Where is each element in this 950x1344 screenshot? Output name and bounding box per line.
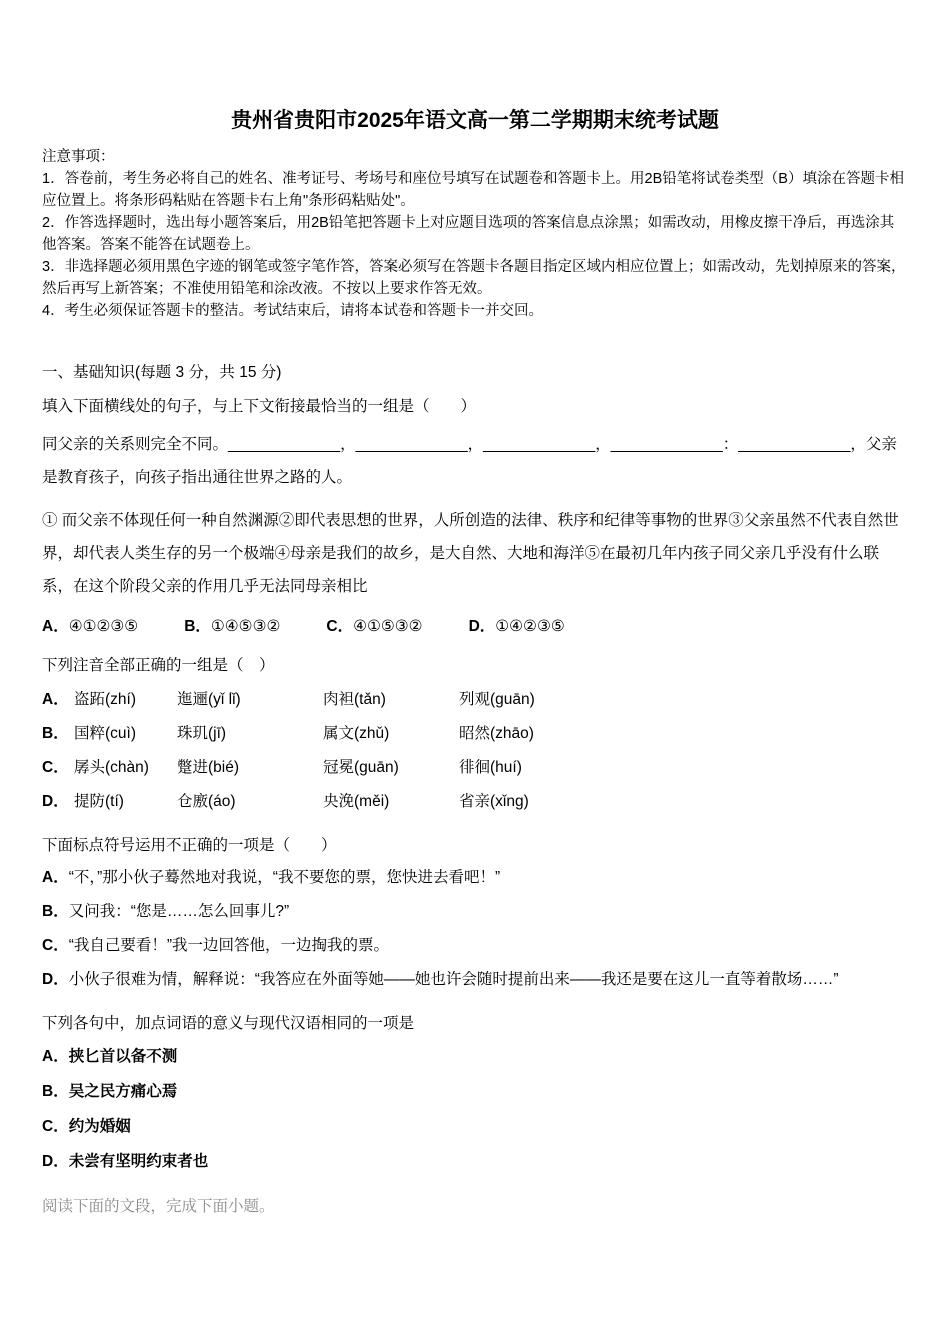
option-label: C． <box>326 618 354 635</box>
option-value: ①④⑤③② <box>210 618 281 635</box>
option-label: A． <box>42 691 69 708</box>
option-value: ④①⑤③② <box>353 618 423 635</box>
q4-option-d <box>42 1144 908 1179</box>
option-text: 挟匕首以备不测 <box>68 1048 178 1065</box>
option-text: “不，”那小伙子蓦然地对我说，“我不要您的票，您快进去看吧！” <box>68 869 501 886</box>
pinyin-word: 属文(zhǔ) <box>323 725 390 742</box>
q3-option-c <box>42 929 908 963</box>
q3-option-b <box>42 895 908 929</box>
notice-item-4: 4．考生必须保证答题卡的整洁。考试结束后，请将本试卷和答题卡一并交回。 <box>42 303 544 319</box>
q3-stem: 下面标点符号运用不正确的一项是（ ） <box>42 837 337 854</box>
q3-option-a <box>42 861 908 895</box>
option-text: 小伙子很难为情，解释说：“我答应在外面等她——她也许会随时提前出来——我还是要在这儿一直等着散场……” <box>68 971 839 988</box>
option-label: B． <box>42 1083 69 1100</box>
pinyin-word: 蹩进(bié) <box>177 759 240 776</box>
q2-options-grid <box>42 683 908 819</box>
q1-option-a <box>42 615 138 639</box>
pinyin-word: 孱头(chàn) <box>74 759 149 776</box>
q1-option-b <box>184 615 280 639</box>
option-value: ①④②③⑤ <box>495 618 565 635</box>
q2-option-b <box>42 717 908 751</box>
q1-option-c <box>326 615 422 639</box>
option-label: A． <box>42 618 69 635</box>
q3-option-d <box>42 963 908 997</box>
pinyin-word: 肉袒(tǎn) <box>323 691 386 708</box>
option-value: ④①②③⑤ <box>68 618 139 635</box>
option-label: B． <box>42 903 69 920</box>
option-label: B． <box>42 725 69 742</box>
option-text: 又问我：“您是……怎么回事儿?” <box>68 903 290 920</box>
notice-heading: 注意事项： <box>42 149 115 165</box>
option-label: C． <box>42 759 69 776</box>
pinyin-word: 徘徊(huí) <box>459 759 522 776</box>
notice-item-3: 3．非选择题必须用黑色字迹的钢笔或签字笔作答，答案必须写在答题卡各题目指定区域内相应位置上；如需改动，先划掉原来的答案，然后再写上新答案；不准使用铅笔和涂改液。不按以上要求作答无效。 <box>42 259 906 297</box>
option-text: 吴之民方痛心焉 <box>68 1083 178 1100</box>
option-label: C． <box>42 937 69 954</box>
q1-option-d <box>469 615 565 639</box>
q1-options-row <box>42 615 908 639</box>
q2-option-a <box>42 683 908 717</box>
option-text: 约为婚姻 <box>68 1118 131 1135</box>
q2-option-d <box>42 785 908 819</box>
reading-prompt: 阅读下面的文段，完成下面小题。 <box>42 1198 275 1215</box>
q1-stem: 填入下面横线处的句子，与上下文衔接最恰当的一组是（ ） <box>42 398 477 415</box>
option-text: 未尝有坚明约束者也 <box>68 1153 209 1170</box>
pinyin-word: 盗跖(zhí) <box>74 691 137 708</box>
page-title: 贵州省贵阳市2025年语文高一第二学期期末统考试题 <box>231 109 719 132</box>
pinyin-word: 提防(tí) <box>74 793 124 810</box>
pinyin-word: 国粹(cuì) <box>74 725 137 742</box>
option-label: B． <box>184 618 211 635</box>
notice-item-2: 2．作答选择题时，选出每小题答案后，用2B铅笔把答题卡上对应题目选项的答案信息点涂黑；如需改动，用橡皮擦干净后，再选涂其他答案。答案不能答在试题卷上。 <box>42 215 895 253</box>
option-label: A． <box>42 1048 69 1065</box>
q1-numbered-sentences: ① 而父亲不体现任何一种自然渊源②即代表思想的世界，人所创造的法律、秩序和纪律等事物的世界③父亲虽然不代表自然世界，却代表人类生存的另一个极端④母亲是我们的故乡，是大自然、大地和海洋⑤在最初几年内孩子同父亲几乎没有什么联系，在这个阶段父亲的作用几乎无法同母亲相比 <box>42 512 899 595</box>
option-label: D． <box>42 971 69 988</box>
q4-option-c <box>42 1109 908 1144</box>
pinyin-word: 列观(guān) <box>459 691 535 708</box>
pinyin-word: 省亲(xǐng) <box>459 793 529 810</box>
option-label: A． <box>42 869 69 886</box>
option-text: “我自己要看！”我一边回答他，一边掏我的票。 <box>68 937 390 954</box>
option-label: D． <box>42 1153 69 1170</box>
q4-options <box>42 1039 908 1179</box>
notice-item-1: 1．答卷前，考生务必将自己的姓名、准考证号、考场号和座位号填写在试题卷和答题卡上。用2B铅笔将试卷类型（B）填涂在答题卡相应位置上。将条形码粘贴在答题卡右上角"条形码粘贴处"。 <box>42 171 904 209</box>
section-heading: 一、基础知识(每题 3 分，共 15 分) <box>42 364 282 381</box>
pinyin-word: 央浼(měi) <box>323 793 390 810</box>
option-label: D． <box>42 793 69 810</box>
option-label: D． <box>468 618 496 635</box>
notice-block <box>42 146 908 322</box>
pinyin-word: 仓廒(áo) <box>177 793 236 810</box>
pinyin-word: 珠玑(jī) <box>177 725 227 742</box>
pinyin-word: 迤逦(yǐ lǐ) <box>177 691 241 708</box>
q3-options <box>42 861 908 997</box>
option-label: C． <box>42 1118 69 1135</box>
q4-option-b <box>42 1074 908 1109</box>
q4-option-a <box>42 1039 908 1074</box>
q2-stem: 下列注音全部正确的一组是（ ） <box>42 657 275 674</box>
pinyin-word: 冠冕(guān) <box>323 759 399 776</box>
q2-option-c <box>42 751 908 785</box>
q4-stem: 下列各句中，加点词语的意义与现代汉语相同的一项是 <box>42 1015 415 1032</box>
q1-passage: 同父亲的关系则完全不同。_____________，_____________，_____________，_____________：_____________，父亲是教育孩子，向孩子指出通往世界之路的人。 <box>42 436 897 486</box>
pinyin-word: 昭然(zhāo) <box>459 725 534 742</box>
